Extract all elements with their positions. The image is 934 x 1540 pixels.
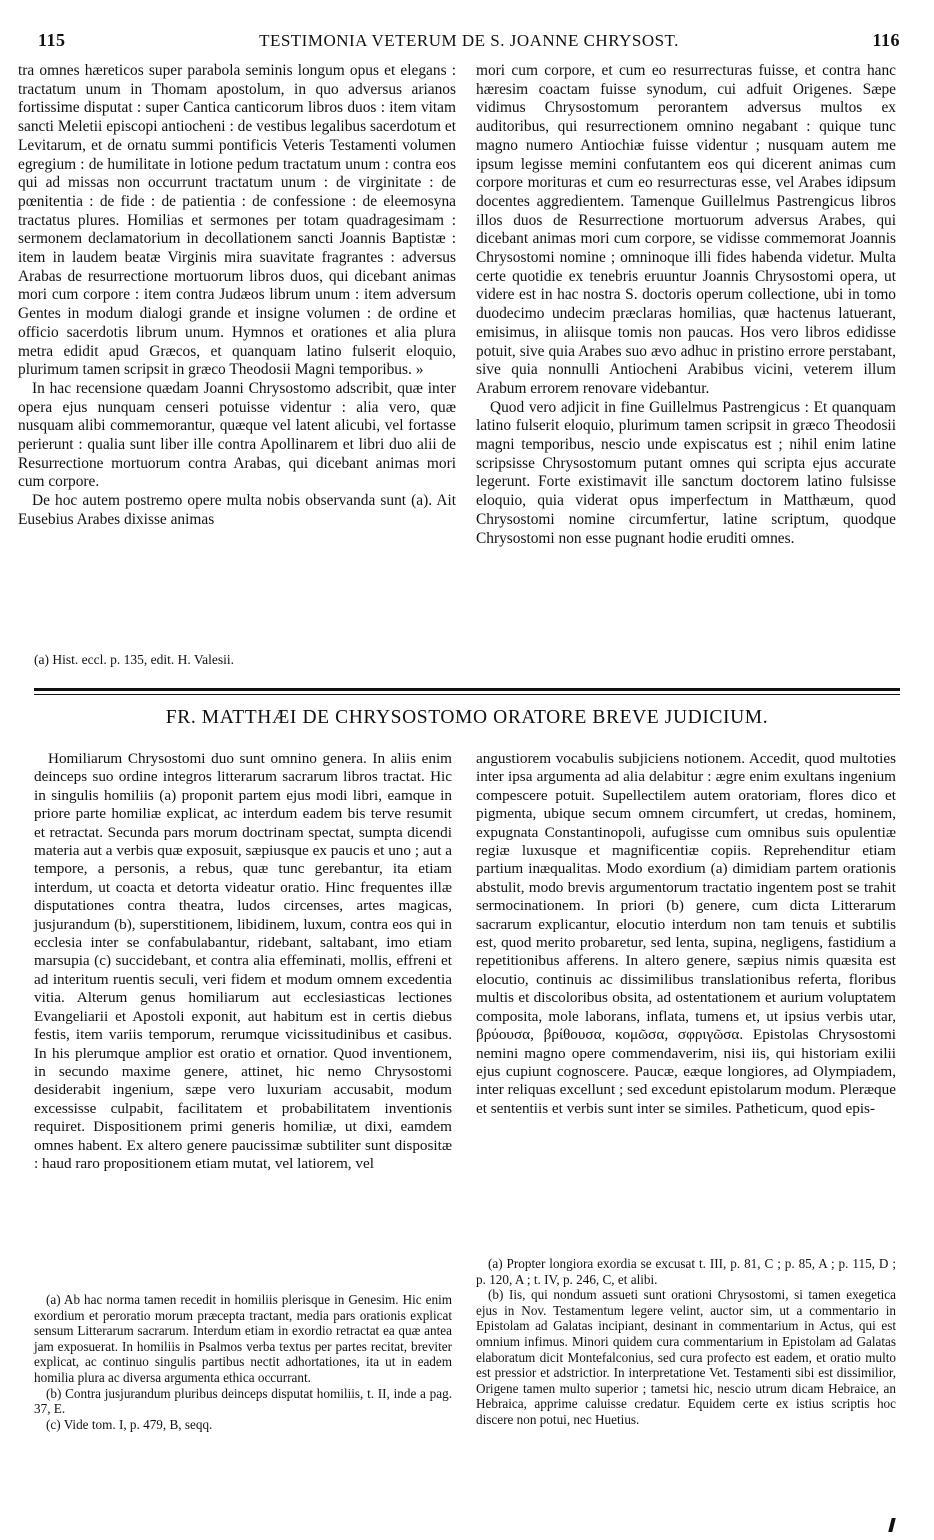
footnote: (b) Contra jusjurandum pluribus deinceps disputat homiliis, t. II, inde a pag. 37, E. (34, 1385, 452, 1417)
footnote: (b) Iis, qui nondum assueti sunt orationi Chrysostomi, si tamen exegetica ejus in Nov. Testamentum legere velint, auctor sim, ut a commentario in Epistolam ad Galatas incipiant, desinant in commentarium in Actus, qui est omnium infimus. Minori quidem cura commentarium in Epistolam ad Galatas elaboratum dicit Montefalconius, sed cura profecto est eadem, et oratio multo est pressior et adstrictior. In interpretatione Vet. Testamenti sibi est dissimilior, Origene tamen multo superior ; tametsi hic, nescio utrum dicam Hebraice, an Hebraica, apprime caluisse credatur. Equidem certe ex istius scriptis hoc discere non potui, nec Huetius. (476, 1287, 896, 1427)
footnotes-right (476, 1256, 896, 1428)
paragraph: De hoc autem postremo opere multa nobis observanda sunt (a). Ait Eusebius Arabes dixisse animas (18, 492, 456, 528)
footnote: (a) Ab hac norma tamen recedit in homiliis plerisque in Genesim. Hic enim exordium et peroratio morum præcepta tractant, media pars orationis explicat sensum Litterarum sacrarum. Interdum etiam in exordio retractat ea quæ antea jam exposuerat. In homiliis in Psalmos verba textus per partes recitat, breviter explicat, ac continuo singulis partibus nectit adhortationes, ita ut in eadem homilia plura ac diversa argumenta ethica occurrant. (34, 1292, 452, 1385)
footnote: (a) Propter longiora exordia se excusat t. III, p. 81, C ; p. 85, A ; p. 115, D ; p. 120, A ; t. IV, p. 246, C, et alibi. (476, 1256, 896, 1287)
paragraph: In hac recensione quædam Joanni Chrysostomo adscribit, quæ inter opera ejus nunquam censeri potuisse videntur : alia vero, quæ nusquam alibi commemorantur, quæque vel latent alicubi, vel fortasse perierunt : qualia sunt liber ille contra Apollinarem et libri duo alii de Resurrectione mortuorum contra Arabas, qui dicebant animas mori cum corpore. (18, 379, 456, 491)
running-title: TESTIMONIA VETERUM DE S. JOANNE CHRYSOST. (259, 31, 679, 50)
section-divider (34, 688, 900, 691)
paragraph: Quod vero adjicit in fine Guillelmus Pastrengicus : Et quanquam latino fulserit eloquio, plurimum tamen scripsit in græco Theodosii magni temporibus, nescio unde expiscatus est ; nihil enim latine scripsisse Chrysostomum putant omnes qui scripta ejus accurate legerunt. Forte existimavit ille sanctum doctorem latino fulsisse eloquio, quia viderat opus imperfectum in Matthæum, quod Chrysostomi nomine circumfertur, latine scriptum, quodque Chrysostomi non esse pugnant hodie eruditi omnes. (476, 398, 896, 547)
bottom-right-column (476, 750, 896, 1118)
bottom-left-column (34, 750, 452, 1173)
paragraph: mori cum corpore, et cum eo resurrecturas fuisse, et contra hanc hæresim coactam fuisse synodum, cui adfuit Origenes. Sæpe vidimus Chrysostomum perorantem adversus multos ex auditoribus, qui resurrectionem omnino negabant : quique tunc magno numero Antiochiæ fuisse videntur ; nusquam autem me ipsum legisse memini confutantem eos qui dicerent animas cum corpore morituras et cum eo resurrecturas esse, vel Arabes idipsum docentes aggredientem. Tamenque Guillelmus Pastrengicus libros illos duos de Resurrectione mortuorum adversus Arabes, qui dicebant animas mori cum corpore, se vidisse commemorat Joannis Chrysostomi nomine ; omninoque illi fides habenda videtur. Multa certe quotidie ex tenebris eruuntur Joannis Chrysostomi opera, ut videre est in hac nostra S. doctoris operum collectione, ubi in tomo duodecimo undecim præclaras homilias, quæ hactenus latuerant, emisimus, in aliisque tomis non paucas. Hos vero libros edidisse potuit, sive quia Arabes suo ævo adhuc in pristino errore perstabant, sive quia nonnulli Antiocheni Arabibus vicini, veterem illum Arabum errorem renovare videbantur. (476, 62, 896, 397)
page-number-right: 116 (872, 30, 900, 50)
print-mark (888, 1518, 895, 1532)
section-divider-thin (34, 694, 900, 695)
page-number-left: 115 (38, 30, 66, 50)
footnotes-left (34, 1292, 452, 1432)
footnote: (c) Vide tom. I, p. 479, B, seqq. (46, 1416, 213, 1432)
paragraph: Homiliarum Chrysostomi duo sunt omnino genera. In aliis enim deinceps suo ordine integros litterarum sacrarum libros tractat. Hic in singulis homiliis (a) proponit partem ejus modi libri, eamque in priore parte homiliæ explicat, ac interdum eadem bis terve resumit et retractat. Secunda pars morum doctrinam spectat, sumpta dicendi materia aut a verbis quæ exposuit, sæpiusque ex paucis et uno ; aut a tempore, a personis, a rebus, quæ tunc gerebantur, ita etiam interdum, ut coacta et detorta videatur oratio. Hinc frequentes illæ disputationes contra theatra, ludos circenses, artes magicas, jusjurandum (b), superstitionem, libidinem, luxum, contra eos qui in ecclesia inter se confabulabantur, ridebant, saltabant, imo etiam marsupia (c) succidebant, et contra alia effeminati, mollis, effreni et ad interitum ruentis seculi, veri fidem et modum omnem excedentia vitia. Alterum genus homiliarum aut ecclesiasticas lectiones Evangeliarii et Apostoli exponit, aut habitum est in certis diebus festis, item variis temporum, rerumque vicissitudinibus et casibus. In his plerumque amplior est oratio et ornatior. Quod inventionem, in secundo maxime genere, attinet, hic nemo Chrysostomi desiderabit ingenium, sæpe vero luxuriam accusabit, modum excessisse culpabit, facilitatem et probabilitatem inventionis requiret. Dispositionem primi generis homiliæ, ut dixi, eamdem omnes habent. Ex altero genere paucissimæ subtiliter sunt dispositæ : haud raro propositionem etiam mutat, vel latiorem, vel (34, 750, 452, 1172)
paragraph: angustiorem vocabulis subjiciens notionem. Accedit, quod multoties inter ipsa argumenta ad alia delabitur : ægre enim exultans ingenium compescere potuit. Supellectilem autem oratoriam, flores dico et pigmenta, ubique secum omnem circumfert, ut credas, hominem, expugnata Constantinopoli, aufugisse cum omnibus suis opulentiæ regiæ luxusque et magnificentiæ copiis. Reprehenditur etiam partium inæqualitas. Modo exordium (a) dimidiam partem orationis abstulit, modo brevis argumentorum tractatio ingentem post se trahit sermocinationem. In priori (b) genere, cum dicta Litterarum sacrarum explicantur, elocutio interdum non tam tenuis et subtilis est, quod merito probaretur, sed lenta, supina, negligens, fastidium a repetitionibus afferens. In altero genere, sæpius nimis quæsita est elocutio, continuis ac dissimilibus translationibus referta, floribus multis et discoloribus obsita, ad ostentationem et aurium voluptatem composita, mole laborans, inflata, tumens et, ut ipsius verbis utar, βρύουσα, βρίθουσα, κομῶσα, σφριγῶσα. Epistolas Chrysostomi nemini magno opere commendaverim, nisi iis, qui historiam exilii ejus cupiunt cognoscere. Paucæ, eæque longiores, ad Olympiadem, inter reliquas excellunt ; sed excedunt epistolarum modum. Pleræque et sententiis et verbis sunt inter se similes. Patheticum, quod epis- (476, 750, 896, 1117)
section-title: FR. MATTHÆI DE CHRYSOSTOMO ORATORE BREVE JUDICIUM. (165, 707, 769, 728)
paragraph: tra omnes hæreticos super parabola seminis longum opus et elegans : tractatum unum in Thomam apostolum, in quo adversus arianos fortissime disputat : super Cantica canticorum libros duos : item vitam sancti Meletii episcopi antiocheni : de vestibus legalibus sacerdotum et Levitarum, et de ornatu summi pontificis Veteris Testamenti volumen egregium : de humilitate in lotione pedum tractatum unum : contra eos qui ad missas non occurrunt tractatum unum : de virginitate : de pœnitentia : de fide : de patientia : de confessione : de eleemosyna tractatus plures. Homilias et sermones per totam quadragesimam : sermonem declamatorium in decollationem sancti Joannis Baptistæ : item in laudem beatæ Virginis mira suavitate fragrantes : adversus Arabas de resurrectione mortuorum libros duos, qui dicebant animas mori cum corpore : item contra Judæos librum unum : item adversum Gentes in modum dialogi grande et insigne volumen : de ordine et officio sacerdotis librum unum. Hymnos et orationes et alia plura metra edidit apud Græcos, et quanquam latino fulserit eloquio, plurimum tamen scripsit in græco Theodosii Magni temporibus. » (18, 62, 456, 379)
top-left-column (18, 62, 456, 530)
top-right-column (476, 62, 896, 548)
footnote-top-left: (a) Hist. eccl. p. 135, edit. H. Valesii. (34, 652, 234, 667)
running-header (38, 30, 900, 56)
